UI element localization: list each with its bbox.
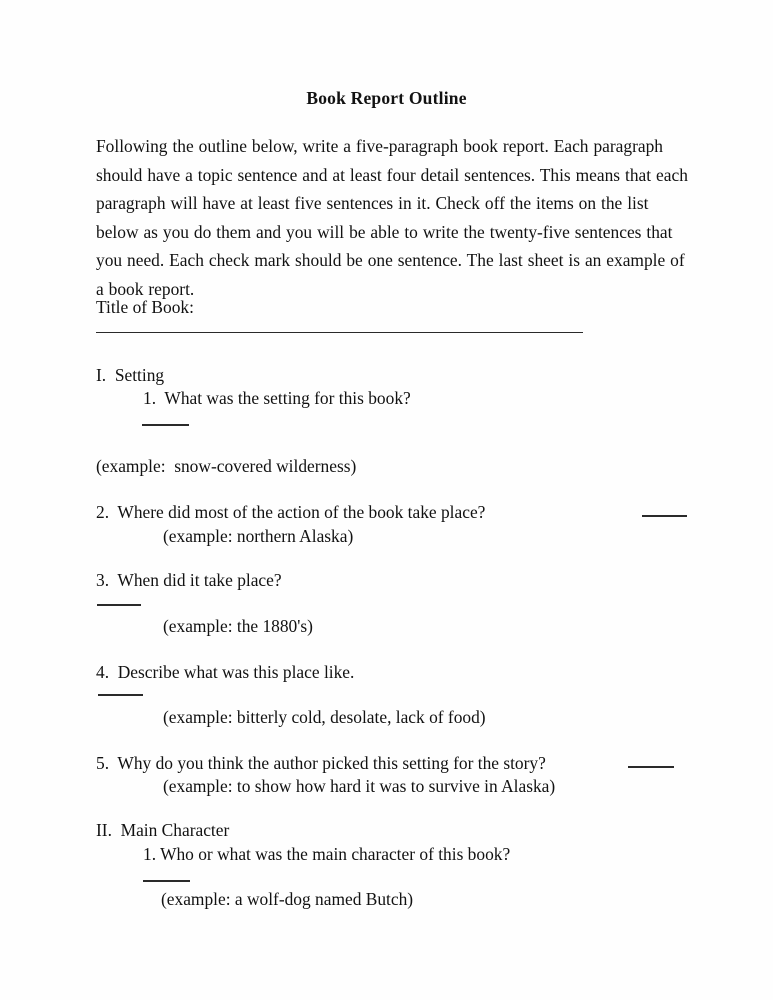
checkmark-blank-5[interactable] bbox=[628, 766, 674, 768]
example-3-setting: (example: the 1880's) bbox=[163, 616, 313, 636]
question-3-setting: 3. When did it take place? bbox=[96, 570, 282, 590]
example-4-setting: (example: bitterly cold, desolate, lack of food) bbox=[163, 707, 486, 727]
question-1-main-character: 1. Who or what was the main character of this book? bbox=[143, 844, 511, 864]
checkmark-blank-3[interactable] bbox=[97, 604, 141, 606]
section-heading-setting: I. Setting bbox=[96, 365, 165, 385]
checkmark-blank-2[interactable] bbox=[642, 515, 687, 517]
checkmark-blank-4[interactable] bbox=[98, 694, 143, 696]
question-1-setting: 1. What was the setting for this book? bbox=[143, 388, 411, 408]
page-title: Book Report Outline bbox=[306, 88, 467, 108]
question-4-setting: 4. Describe what was this place like. bbox=[96, 662, 355, 682]
checkmark-blank-1[interactable] bbox=[142, 424, 189, 426]
question-5-setting: 5. Why do you think the author picked this setting for the story? bbox=[96, 753, 546, 773]
example-1-main-character: (example: a wolf-dog named Butch) bbox=[161, 889, 414, 909]
example-1-setting: (example: snow-covered wilderness) bbox=[96, 456, 357, 476]
checkmark-blank-6[interactable] bbox=[143, 880, 190, 882]
example-2-setting: (example: northern Alaska) bbox=[163, 526, 354, 546]
section-heading-main-character: II. Main Character bbox=[96, 820, 230, 840]
example-5-setting: (example: to show how hard it was to survive in Alaska) bbox=[163, 776, 556, 796]
question-2-setting: 2. Where did most of the action of the book take place? bbox=[96, 502, 486, 522]
title-of-book-answer-rule[interactable] bbox=[96, 332, 583, 333]
title-of-book-label: Title of Book: bbox=[96, 297, 194, 317]
intro-paragraph: Following the outline below, write a five-paragraph book report. Each paragraph should have a topic sentence and at least four detail sentences. This means that each paragraph will have at least five sentences in it. Check off the items on the list below as you do them and you will be able to write the twenty-five sentences that you need. Each check mark should be one sentence. The last sheet is an example of a book report. bbox=[96, 136, 688, 299]
